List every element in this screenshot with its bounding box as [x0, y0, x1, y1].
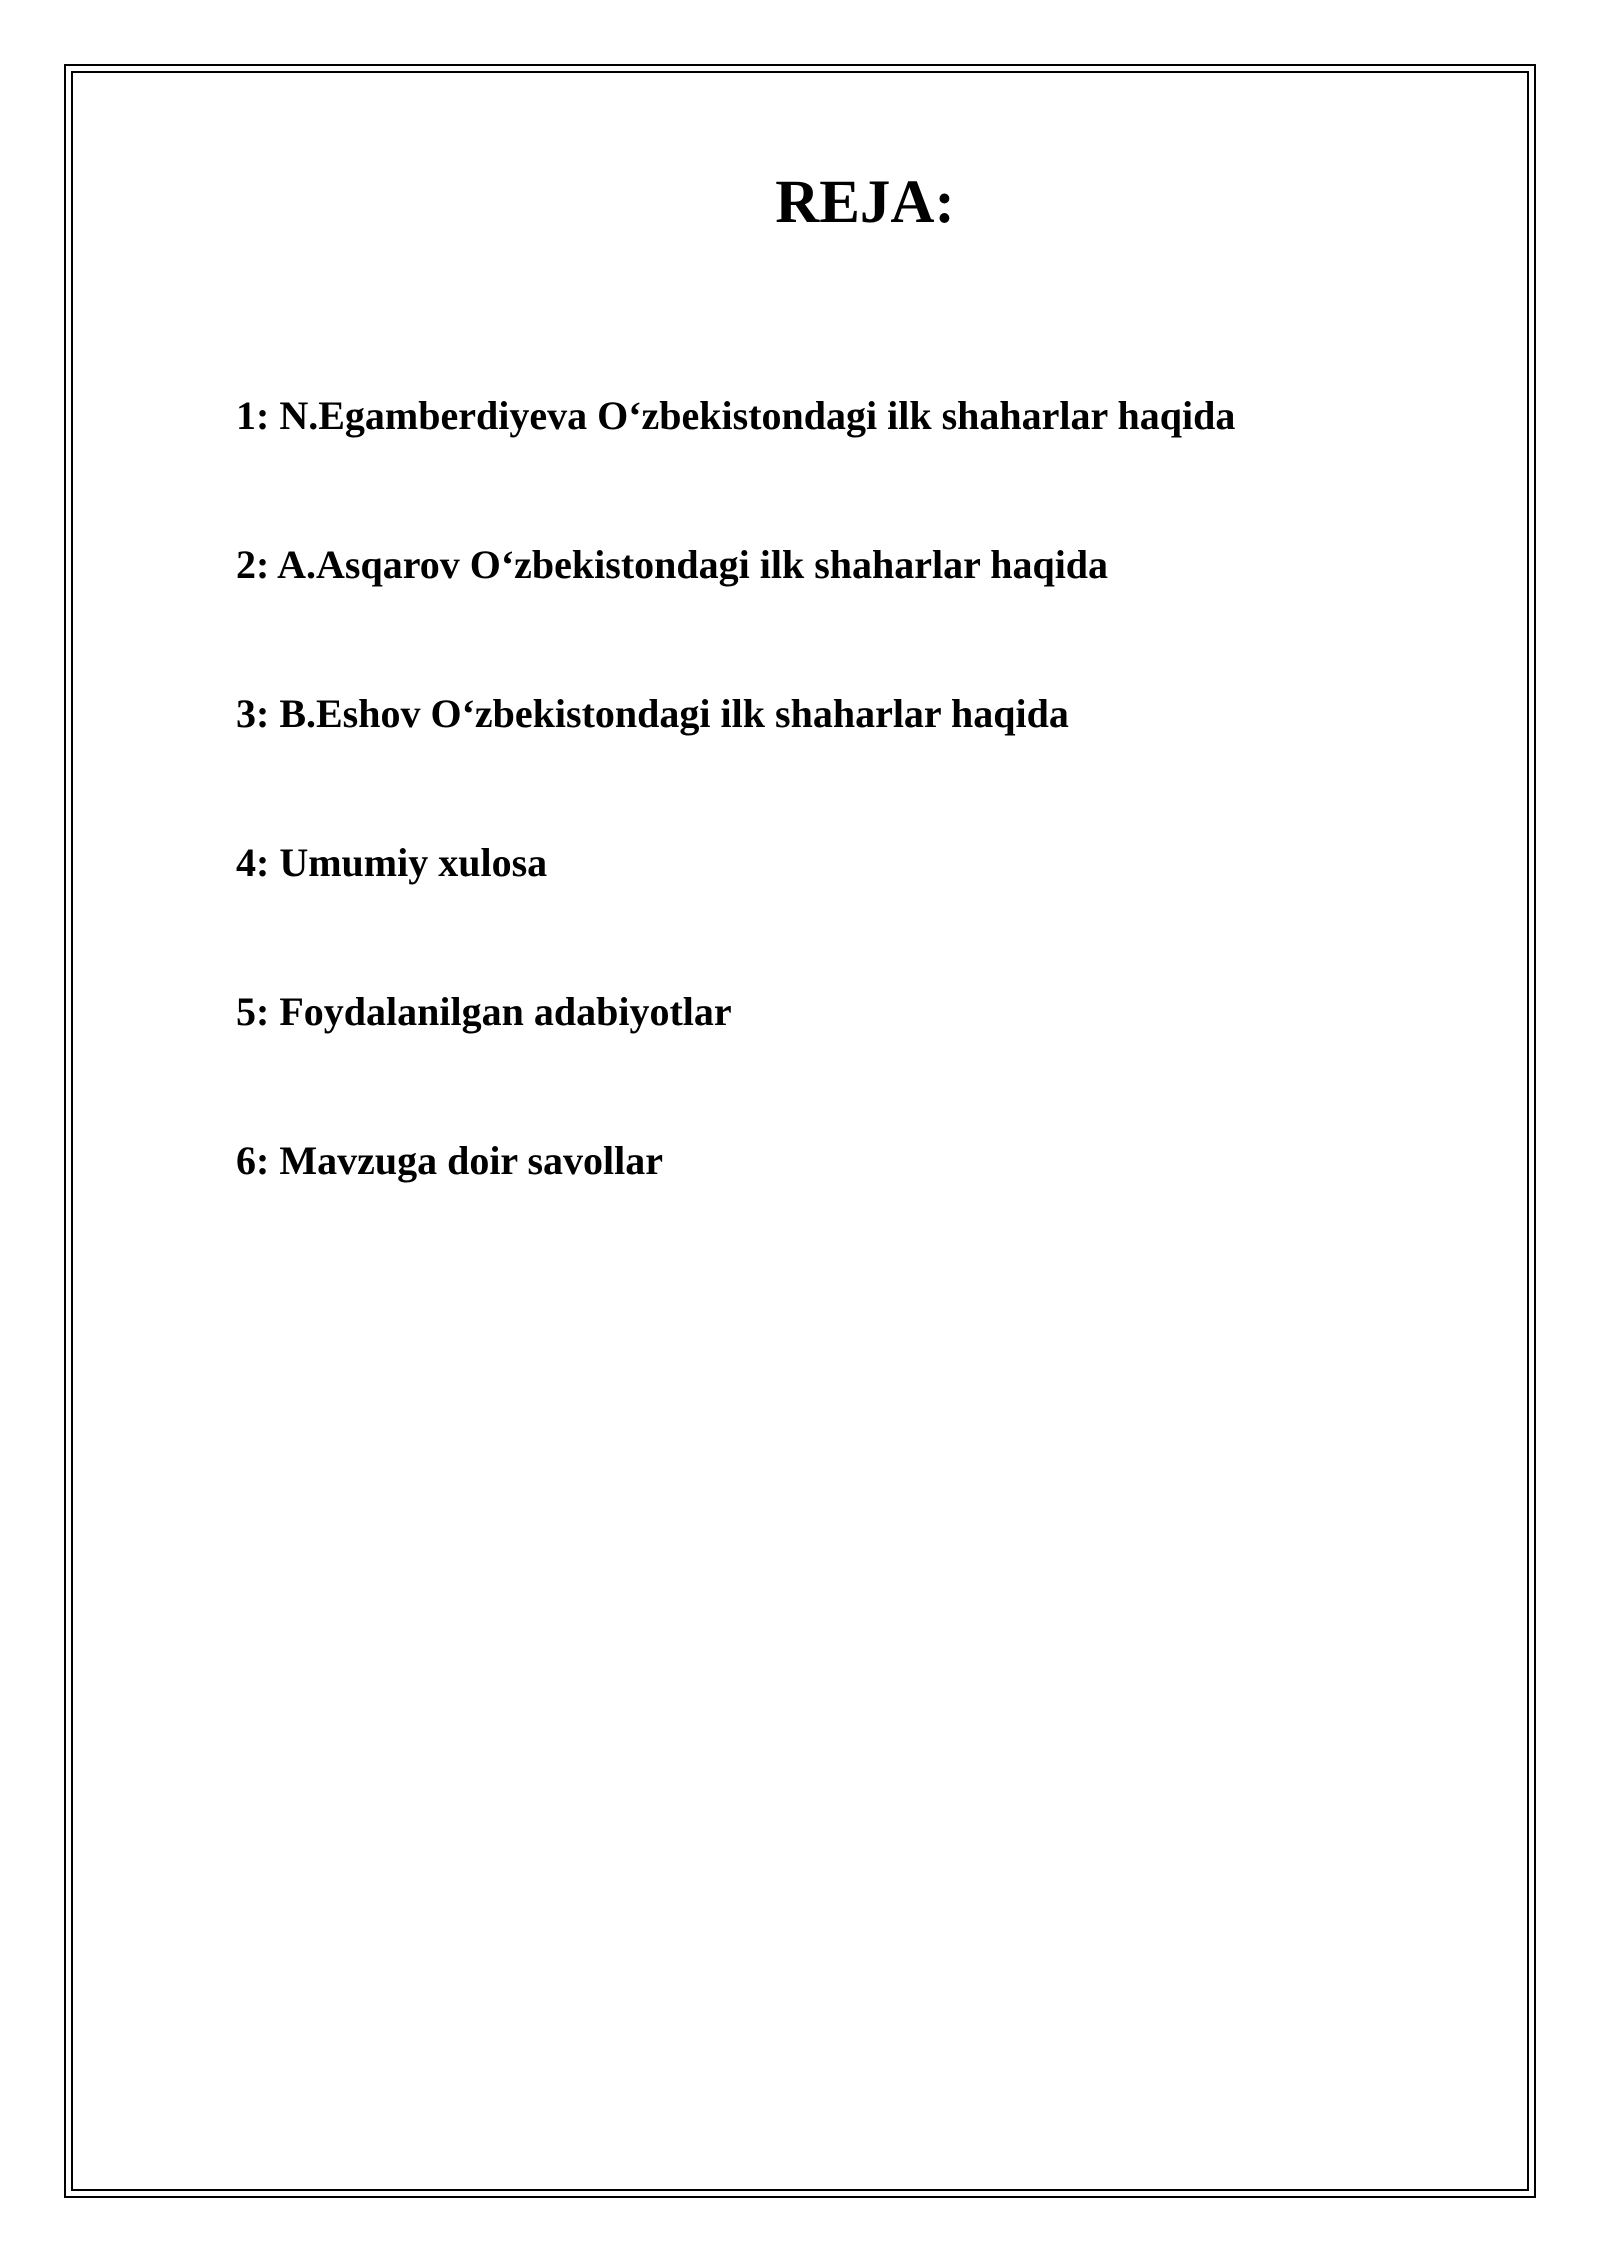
plan-item: 6: Mavzuga doir savollar	[236, 1138, 664, 1183]
plan-item: 4: Umumiy xulosa	[236, 840, 548, 885]
plan-item: 2: A.Asqarov O‘zbekistondagi ilk shaharlar haqida	[236, 542, 1109, 587]
plan-item: 3: B.Eshov O‘zbekistondagi ilk shaharlar haqida	[236, 691, 1069, 736]
plan-item: 5: Foydalanilgan adabiyotlar	[236, 989, 732, 1034]
page-title: REJA:	[775, 169, 955, 236]
page-border	[64, 64, 1536, 2198]
plan-item: 1: N.Egamberdiyeva O‘zbekistondagi ilk shaharlar haqida	[236, 393, 1236, 438]
plan-list	[236, 386, 1235, 1280]
page-border-inner	[71, 71, 1529, 2191]
